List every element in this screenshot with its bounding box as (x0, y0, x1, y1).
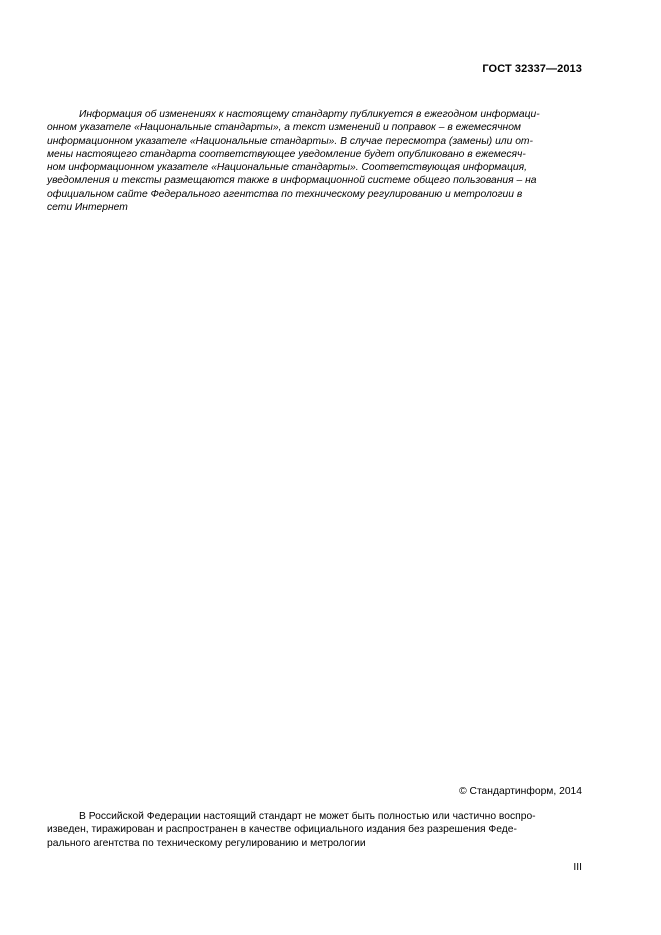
reproduction-notice-paragraph (47, 810, 583, 850)
standard-code: ГОСТ 32337—2013 (482, 63, 582, 75)
legal-line: В Российской Федерации настоящий стандарт не может быть полностью или частично воспро- (79, 811, 536, 822)
info-line: официальном сайте Федерального агентства по техническому регулированию и метрологии в (47, 188, 523, 200)
amendment-info-paragraph (47, 108, 583, 214)
copyright-notice: © Стандартинформ, 2014 (459, 786, 582, 797)
page-number: III (573, 862, 582, 873)
info-line: уведомления и тексты размещаются также в информационной системе общего пользования – на (47, 175, 537, 187)
info-line: сети Интернет (47, 202, 128, 214)
legal-line: рального агентства по техническому регулированию и метрологии (47, 837, 366, 849)
info-line: мены настоящего стандарта соответствующее уведомление будет опубликовано в ежемесяч- (47, 148, 526, 160)
info-line: онном указателе «Национальные стандарты», а текст изменений и поправок – в ежемесячном (47, 122, 521, 134)
legal-line: изведен, тиражирован и распространен в качестве официального издания без разрешения Феде- (47, 824, 517, 836)
info-line: ном информационном указателе «Национальные стандарты». Соответствующая информация, (47, 162, 527, 174)
info-line: Информация об изменениях к настоящему стандарту публикуется в ежегодном информаци- (79, 109, 540, 120)
info-line: информационном указателе «Национальные стандарты». В случае пересмотра (замены) или от- (47, 135, 533, 147)
